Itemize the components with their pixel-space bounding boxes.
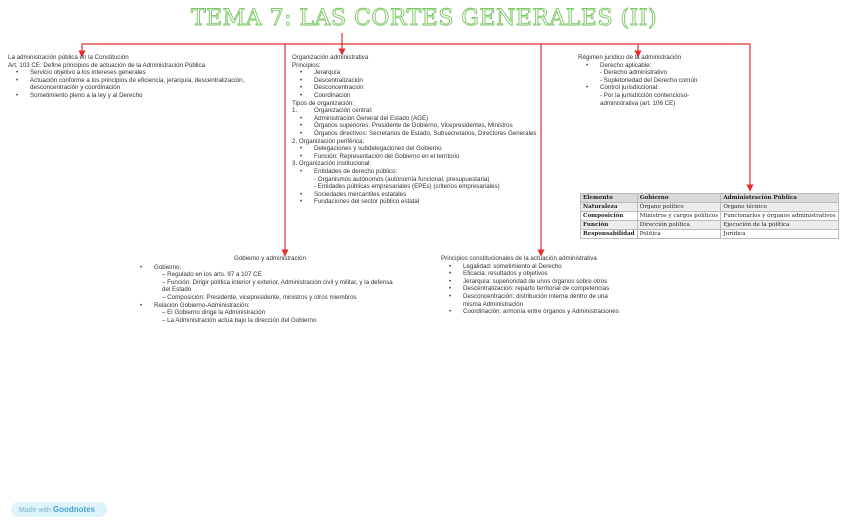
list-item: • Jerarquía: superioridad de unos órganos sobre otros — [441, 278, 621, 286]
central-label — [292, 107, 542, 115]
government-block — [140, 255, 400, 324]
principles-label: Principios: — [292, 61, 321, 69]
sub-item: – El Gobierno dirige la Administración — [162, 309, 266, 317]
list-item: • Servicio objetivo a los intereses generales — [8, 69, 283, 77]
list-item: • Delegaciones y subdelegaciones del Gobierno — [292, 145, 542, 153]
page-title: TEMA 7: LAS CORTES GENERALES (II) — [190, 6, 658, 31]
table-header: Administración Pública — [721, 194, 839, 203]
principles-block — [441, 255, 621, 316]
list-item: • Desconcentración: distribución interna dentro de una misma Administración — [441, 293, 621, 308]
principles-heading: Principios constitucionales de la actuación administrativa — [441, 255, 597, 262]
table-cell: Jurídica — [721, 230, 839, 239]
sub-item: - Organismos autónomos (autonomía funcional, presupuestaria) — [314, 175, 490, 183]
sub-item: - Supletoriedad del Derecho común — [600, 76, 698, 84]
sub-item: – La Administración actúa bajo la dirección del Gobierno — [162, 316, 317, 324]
table-row — [581, 221, 839, 230]
sub-item: – Composición: Presidente, vicepresidente, ministros y otros miembros — [162, 293, 357, 301]
table-header: Elemento — [581, 194, 638, 203]
table-cell: Responsabilidad — [581, 230, 638, 239]
list-item: • Eficacia: resultados y objetivos — [441, 270, 621, 278]
relacion-label: • Relación Gobierno-Administración: — [140, 302, 400, 310]
list-item: • Órganos superiores: Presidente de Gobierno, Vicepresidentes, Ministros — [292, 122, 542, 130]
list-item: • Jerarquía — [292, 69, 542, 77]
institutional-label: 3. Organización institucional: — [292, 160, 372, 168]
central-number: 1. — [292, 107, 298, 115]
peripheral-label: 2. Organización periférica: — [292, 137, 365, 145]
table-header: Gobierno — [637, 194, 721, 203]
goodnotes-badge[interactable] — [11, 502, 107, 517]
table-header-row — [581, 194, 839, 203]
table-cell: Dirección política — [637, 221, 721, 230]
list-item: • Descentralización: reparto territorial de competencias — [441, 285, 621, 293]
table-cell: Naturaleza — [581, 203, 638, 212]
organization-block — [292, 54, 542, 206]
comparison-table — [580, 193, 839, 239]
constitution-block — [8, 54, 283, 100]
table-cell: Política — [637, 230, 721, 239]
list-item: • Entidades de derecho público: — [292, 168, 542, 176]
list-item: • Desconcentración — [292, 84, 542, 92]
list-item: • Actuación conforme a los principios de eficiencia, jerarquía, descentralización, desconcentración y coordinación — [8, 77, 283, 92]
badge-brand: Goodnotes — [52, 505, 96, 514]
sub-item: - Por la jurisdicción contencioso-administrativa (art. 106 CE) — [600, 91, 690, 107]
constitution-heading: La administración pública en la Constitución — [8, 54, 129, 61]
control-label: • Control jurisdiccional: — [578, 84, 723, 92]
table-cell: Función — [581, 221, 638, 230]
table-row — [581, 230, 839, 239]
list-item: • Función: Representación del Gobierno en el territorio — [292, 153, 542, 161]
list-item: • Órganos directivos: Secretarios de Estado, Subsecretarios, Directores Generales — [292, 130, 542, 138]
constitution-sub: Art. 103 CE: Define principios de actuación de la Administración Pública — [8, 61, 206, 69]
sub-item: - Entidades públicas empresariales (EPEs) (criterios empresariales) — [314, 183, 500, 191]
table-cell: Órgano técnico — [721, 203, 839, 212]
list-item: • Fundaciones del sector público estatal — [292, 198, 542, 206]
legal-regime-heading: Régimen jurídico de la administración — [578, 54, 682, 61]
list-item: • Coordinación — [292, 92, 542, 100]
central-text: Organización central: — [314, 107, 373, 115]
table-cell: Ejecución de la política — [721, 221, 839, 230]
sub-item: – Función: Dirigir política interior y exterior, Administración civil y militar, y la defensa del Estado — [162, 278, 393, 294]
table-row — [581, 212, 839, 221]
list-item: • Descentralización — [292, 77, 542, 85]
derecho-label: • Derecho aplicable: — [578, 62, 723, 70]
legal-regime-block — [578, 54, 723, 107]
table-cell: Ministros y cargos políticos — [637, 212, 721, 221]
sub-item: – Regulado en los arts. 97 a 107 CE — [162, 271, 262, 279]
organization-heading: Organización administrativa — [292, 54, 369, 61]
sub-item: - Derecho administrativo — [600, 69, 668, 77]
list-item: • Administración General del Estado (AGE) — [292, 115, 542, 123]
government-heading: Gobierno y administración — [234, 255, 306, 262]
table-cell: Funcionarios y órganos administrativos — [721, 212, 839, 221]
table-cell: Órgano político — [637, 203, 721, 212]
list-item: • Sociedades mercantiles estatales — [292, 191, 542, 199]
types-label: Tipos de organización: — [292, 99, 355, 107]
list-item: • Coordinación: armonía entre órganos y Administraciones — [441, 308, 621, 316]
table-row — [581, 203, 839, 212]
list-item: • Legalidad: sometimiento al Derecho — [441, 263, 621, 271]
list-item: • Sometimiento pleno a la ley y al Derecho — [8, 92, 283, 100]
table-cell: Composición — [581, 212, 638, 221]
badge-prefix: Made with — [19, 507, 51, 514]
gobierno-label: • Gobierno: — [140, 264, 400, 272]
